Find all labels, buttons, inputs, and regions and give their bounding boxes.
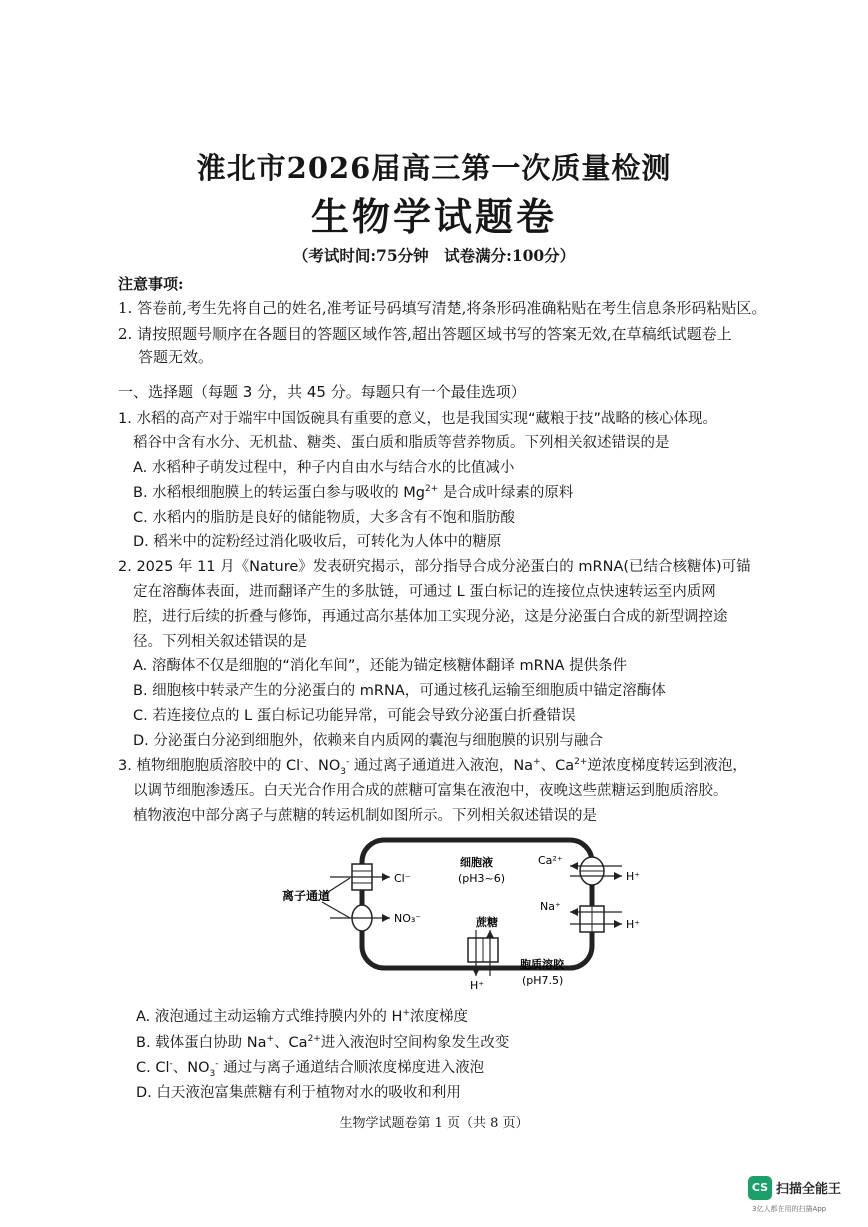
q3-stem: 植物液泡中部分离子与蔗糖的转运机制如图所示。下列相关叙述错误的是 [133, 808, 597, 824]
scanner-app-name: 扫描全能王 [776, 1182, 842, 1197]
pointer-line [322, 902, 350, 918]
note-item: 2. 请按照题号顺序在各题目的答题区域作答,超出答题区域书写的答案无效,在草稿纸试题卷上 [118, 325, 732, 343]
cytosol-label: 胞质溶胶 [520, 958, 564, 971]
arrow-head [570, 862, 578, 870]
na-label: Na⁺ [540, 900, 561, 913]
pointer-line [322, 878, 350, 896]
note-item: 答题无效。 [138, 348, 214, 366]
q3-option-b: B. 载体蛋白协助 Na+、$Ca^{2+}$进入液泡时空间构象发生改变 [136, 1034, 510, 1051]
q3-option-d: D. 白天液泡富集蔗糖有利于植物对水的吸收和利用 [136, 1085, 461, 1101]
q3-option-a: A. 液泡通过主动运输方式维持膜内外的 H+浓度梯度 [136, 1008, 468, 1025]
arrow-head [382, 873, 390, 881]
note-item: 1. 答卷前,考生先将自己的姓名,准考证号码填写清楚,将条形码准确粘贴在考生信息条形码粘贴区。 [118, 299, 767, 317]
q3-stem: 以调节细胞渗透压。白天光合作用合成的蔗糖可富集在液泡中，夜晚这些蔗糖运到胞质溶胶。 [133, 783, 728, 799]
q3-option-c: C. Cl-、$NO_3^-$ 通过与离子通道结合顺浓度梯度进入液泡 [136, 1059, 485, 1079]
q2-option-a: A. 溶酶体不仅是细胞的“消化车间”，还能为锚定核糖体翻译 mRNA 提供条件 [133, 658, 628, 674]
q2-option-d: D. 分泌蛋白分泌到细胞外，依赖来自内质网的囊泡与细胞膜的识别与融合 [133, 733, 603, 749]
ca-label: Ca²⁺ [538, 854, 563, 867]
arrow-head [486, 930, 494, 938]
cell-sap-ph: (pH3~6) [458, 872, 506, 885]
q2-option-b: B. 细胞核中转录产生的分泌蛋白的 mRNA，可通过核孔运输至细胞质中锚定溶酶体 [133, 683, 666, 699]
q1-stem: 1. 水稻的高产对于端牢中国饭碗具有重要的意义，也是我国实现“藏粮于技”战略的核心体现。 [118, 411, 717, 427]
sucrose-label: 蔗糖 [476, 916, 498, 929]
h-label: H⁺ [626, 918, 641, 931]
h-label: H⁺ [470, 979, 485, 992]
q2-stem: 径。下列相关叙述错误的是 [133, 634, 307, 650]
cl-label: Cl⁻ [394, 872, 411, 885]
h-label: H⁺ [626, 870, 641, 883]
exam-title: 淮北市2026届高三第一次质量检测 [196, 151, 672, 185]
arrow-head [472, 968, 480, 976]
cell-sap-label: 细胞液 [460, 856, 493, 869]
notes-heading: 注意事项: [118, 275, 184, 293]
q2-option-c: C. 若连接位点的 L 蛋白标记功能异常，可能会导致分泌蛋白折叠错误 [133, 708, 576, 724]
q2-stem: 定在溶酶体表面，进而翻译产生的多肽链，可通过 L 蛋白标记的连接位点快速转运至内质网 [133, 584, 716, 600]
scanner-watermark [748, 1176, 852, 1214]
exam-info: （考试时间:75分钟 试卷满分:100分） [292, 246, 576, 265]
vacuole-transport-diagram [270, 826, 650, 994]
arrow-head [570, 908, 578, 916]
ion-channel-label: 离子通道 [282, 889, 331, 903]
arrow-head [382, 914, 390, 922]
q2-stem: 2. 2025 年 11 月《Nature》发表研究揭示，部分指导合成分泌蛋白的 mRNA(已结合核糖体)可锚 [118, 559, 751, 575]
arrow-head [614, 872, 622, 880]
section-title: 一、选择题（每题 3 分，共 45 分。每题只有一个最佳选项） [118, 383, 526, 401]
no3-label: NO₃⁻ [394, 912, 422, 925]
q3-stem: 3. 植物细胞胞质溶胶中的 Cl-、$NO_3^-$ 通过离子通道进入液泡，Na+、$Ca^{2+}$逆浓度梯度转运到液泡， [118, 757, 747, 777]
q1-option-c: C. 水稻内的脂肪是良好的储能物质，大多含有不饱和脂肪酸 [133, 510, 515, 526]
q2-stem: 腔，进行后续的折叠与修饰，再通过高尔基体加工实现分泌，这是分泌蛋白合成的新型调控途 [133, 609, 728, 625]
q1-option-b: B. 水稻根细胞膜上的转运蛋白参与吸收的 $Mg^{2+}$ 是合成叶绿素的原料 [133, 484, 574, 501]
page-footer: 生物学试题卷第 1 页（共 8 页） [339, 1116, 529, 1131]
scanner-slogan: 3亿人都在用的扫描App [752, 1205, 827, 1213]
q1-option-d: D. 稻米中的淀粉经过消化吸收后，可转化为人体中的糖原 [133, 534, 502, 550]
q1-option-a: A. 水稻种子萌发过程中，种子内自由水与结合水的比值减小 [133, 460, 515, 476]
q1-stem: 稻谷中含有水分、无机盐、糖类、蛋白质和脂质等营养物质。下列相关叙述错误的是 [133, 435, 670, 451]
cytosol-ph: (pH7.5) [522, 974, 564, 987]
paper-subtitle: 生物学试题卷 [310, 194, 557, 239]
arrow-head [614, 920, 622, 928]
scanner-logo-icon: CS [748, 1176, 772, 1200]
